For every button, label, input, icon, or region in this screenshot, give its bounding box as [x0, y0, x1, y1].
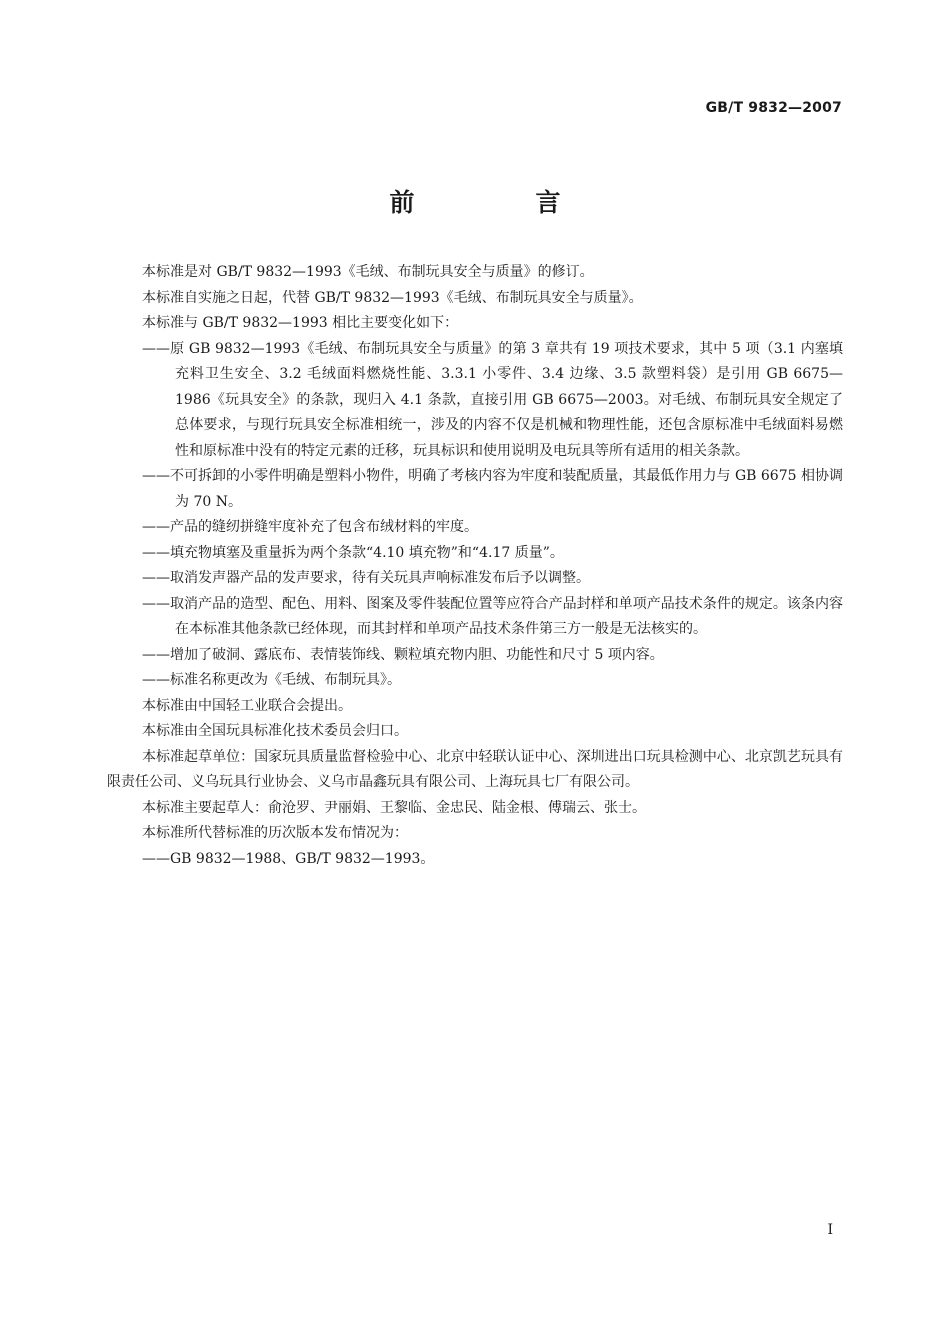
paragraph: 本标准是对 GB/T 9832—1993《毛绒、布制玩具安全与质量》的修订。	[142, 264, 594, 280]
list-item: ——取消产品的造型、配色、用料、图案及零件装配位置等应符合产品封样和单项产品技术条件的规定。该条内容在本标准其他条款已经体现，而其封样和单项产品技术条件第三方一般是无法核实的。	[142, 595, 843, 637]
standard-number: GB/T 9832—2007	[705, 100, 842, 116]
list-item: ——增加了破洞、露底布、表情装饰线、颗粒填充物内胆、功能性和尺寸 5 项内容。	[142, 646, 664, 663]
paragraph: 本标准起草单位：国家玩具质量监督检验中心、北京中轻联认证中心、深圳进出口玩具检测中心、北京凯艺玩具有限责任公司、义乌玩具行业协会、义乌市晶鑫玩具有限公司、上海玩具七厂有限公司。	[107, 748, 843, 790]
paragraph: 本标准与 GB/T 9832—1993 相比主要变化如下：	[142, 315, 459, 331]
paragraph: 本标准所代替标准的历次版本发布情况为：	[142, 825, 408, 841]
page-title: 前 言	[389, 188, 609, 217]
document-body	[107, 260, 843, 872]
list-item: ——填充物填塞及重量拆为两个条款“4.10 填充物”和“4.17 质量”。	[142, 544, 564, 561]
list-item: ——标准名称更改为《毛绒、布制玩具》。	[142, 672, 401, 688]
paragraph: 本标准由中国轻工业联合会提出。	[142, 697, 352, 714]
list-item: ——原 GB 9832—1993《毛绒、布制玩具安全与质量》的第 3 章共有 19 项技术要求，其中 5 项（3.1 内塞填充料卫生安全、3.2 毛绒面料燃烧性能、3.3.1 小零件、3.4 边缘、3.5 款塑料袋）是引用 GB 6675—1986《玩具安全》的条款，现归入 4.1 条款，直接引用 GB 6675—2003。对毛绒、布制玩具安全规定了总体要求，与现行玩具安全标准相统一，涉及的内容不仅是机械和物理性能，还包含原标准中毛绒面料易燃性和原标准中没有的特定元素的迁移，玩具标识和使用说明及电玩具等所有适用的相关条款。	[142, 340, 843, 459]
page-number: I	[827, 1222, 833, 1238]
paragraph: 本标准自实施之日起，代替 GB/T 9832—1993《毛绒、布制玩具安全与质量》。	[142, 289, 643, 306]
list-item: ——取消发声器产品的发声要求，待有关玩具声响标准发布后予以调整。	[142, 570, 590, 586]
list-item: ——产品的缝纫拼缝牢度补充了包含布绒材料的牢度。	[142, 519, 478, 535]
list-item: ——不可拆卸的小零件明确是塑料小物件，明确了考核内容为牢度和装配质量，其最低作用力与 GB 6675 相协调为 70 N。	[142, 468, 843, 510]
list-item: ——GB 9832—1988、GB/T 9832—1993。	[142, 850, 435, 867]
paragraph: 本标准主要起草人：俞沧罗、尹丽娟、王黎临、金忠民、陆金根、傅瑞云、张士。	[142, 799, 646, 816]
paragraph: 本标准由全国玩具标准化技术委员会归口。	[142, 723, 408, 739]
